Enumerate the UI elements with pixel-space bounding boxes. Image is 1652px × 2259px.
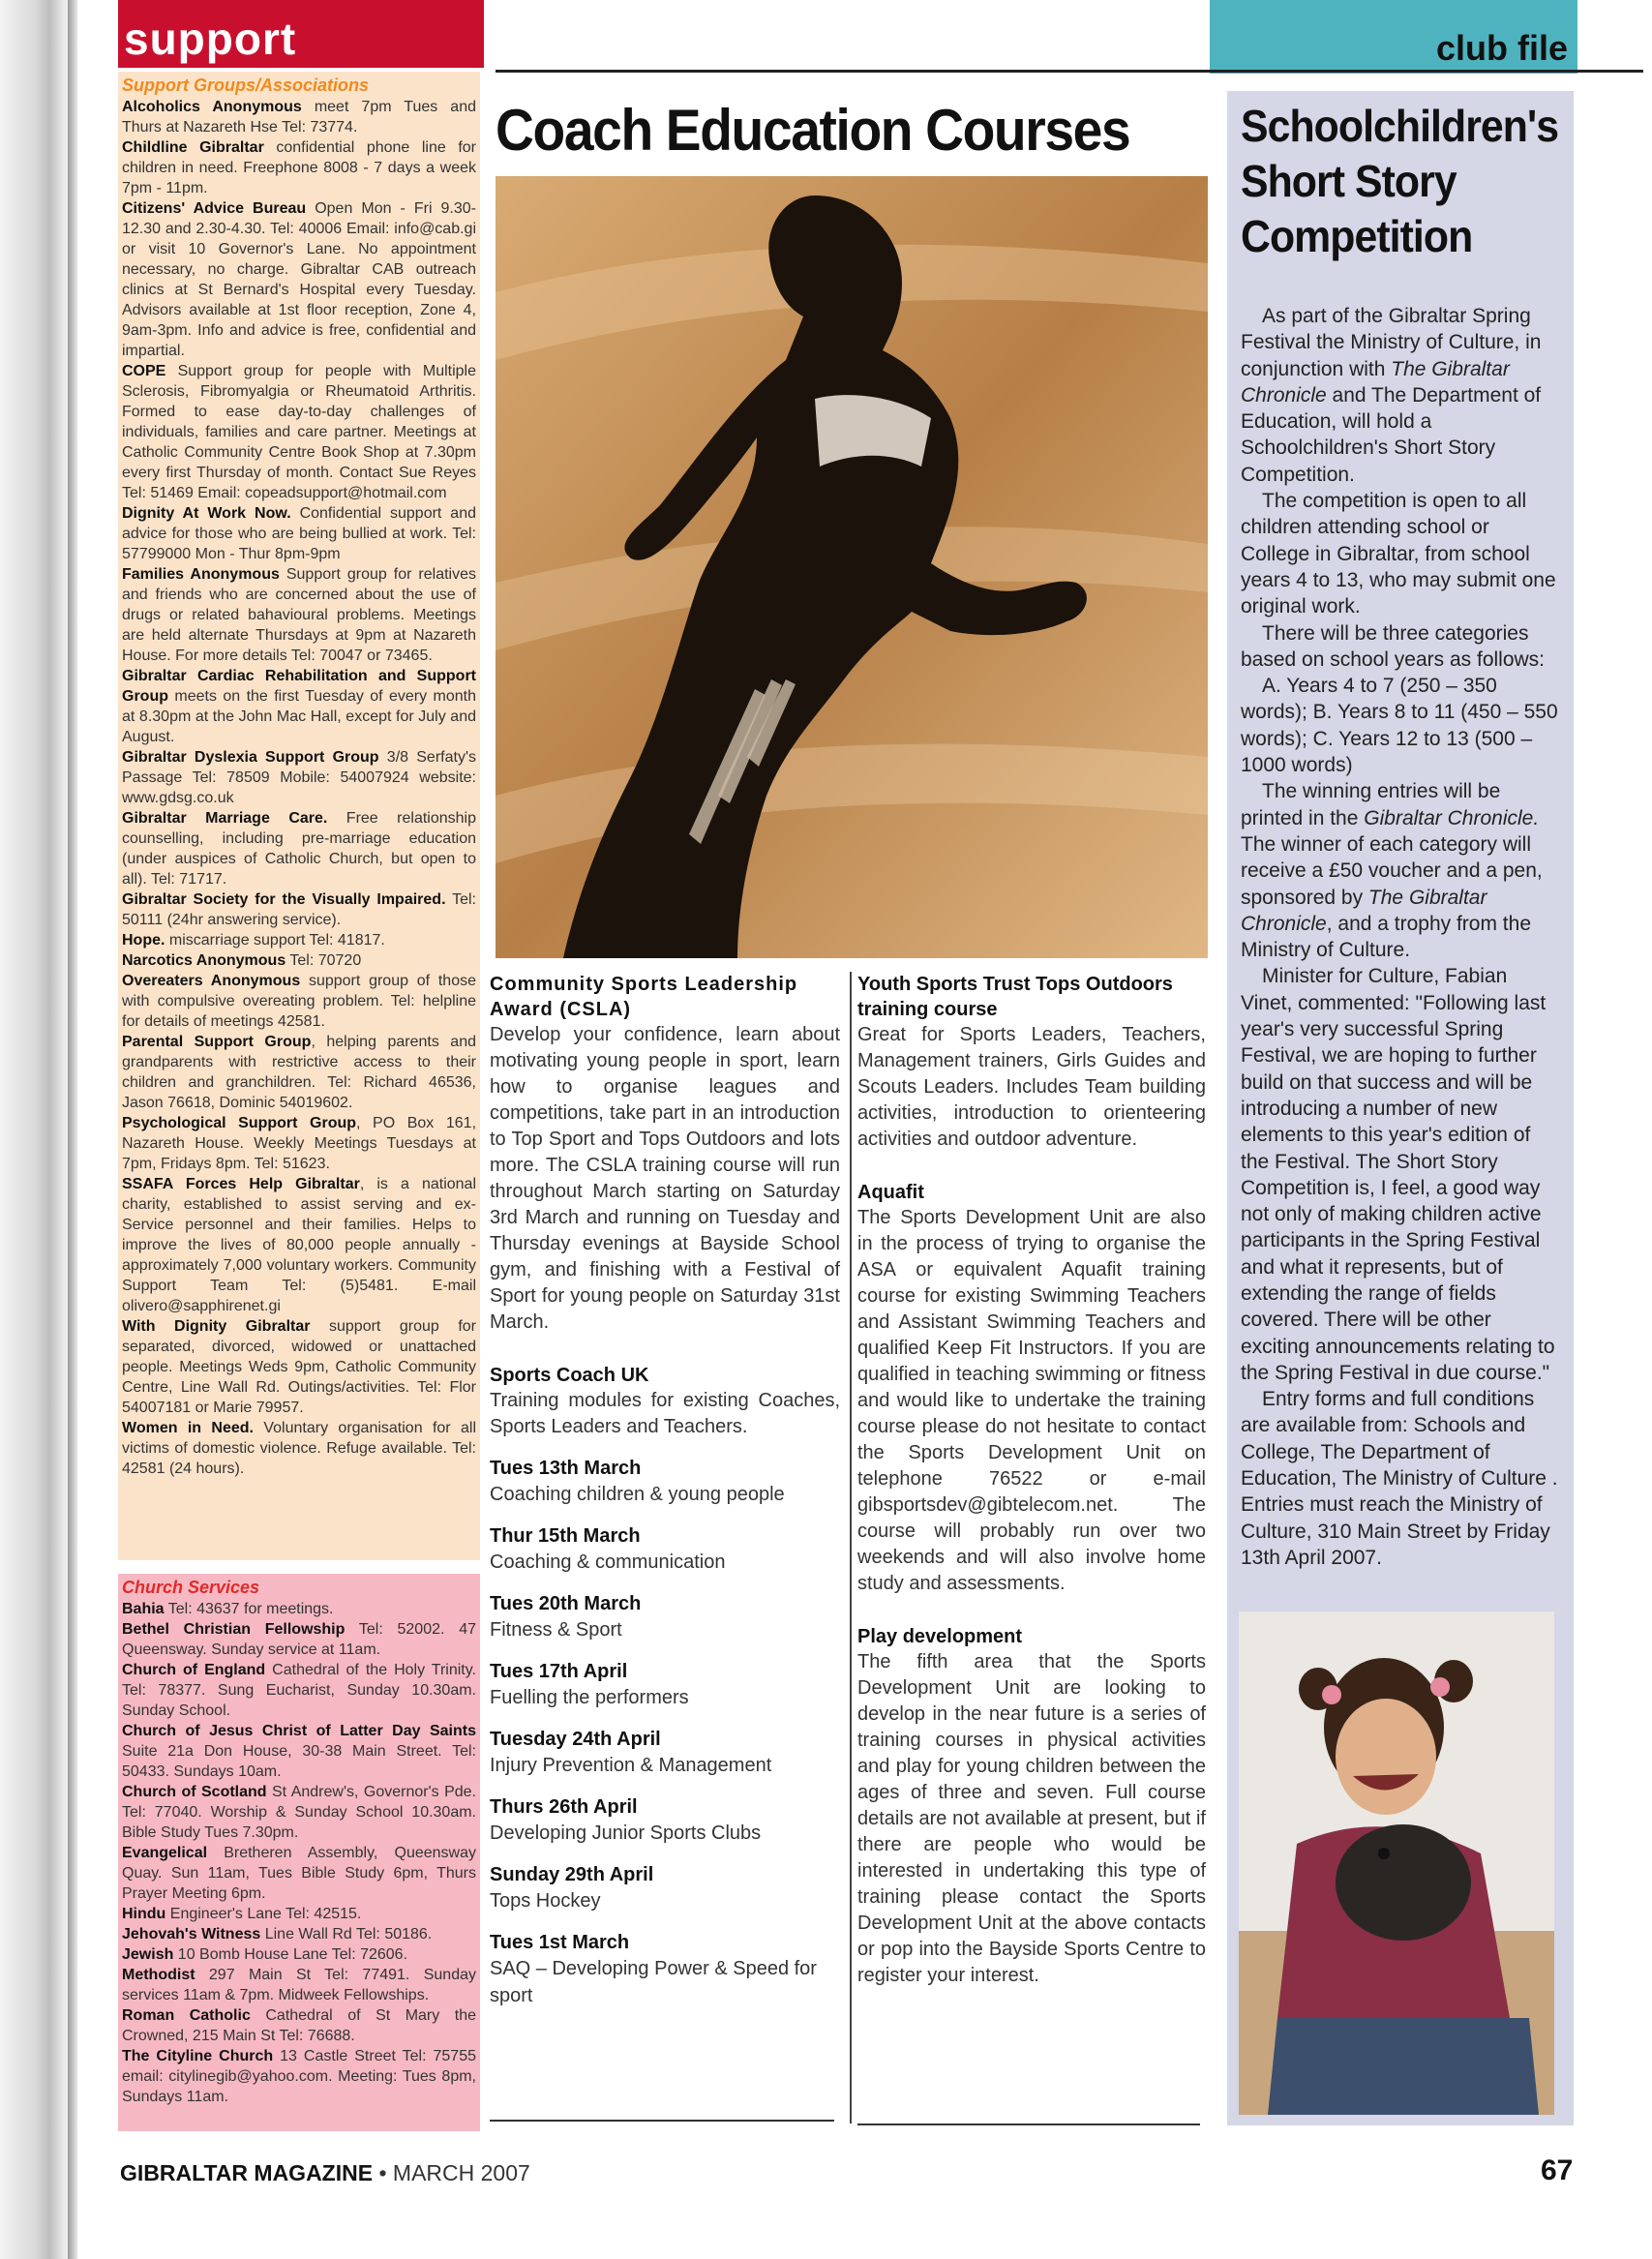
schedule-list (490, 1456, 840, 2009)
schedule-date: Tues 17th April (490, 1661, 628, 1682)
schedule-topic: Fitness & Sport (490, 1619, 622, 1641)
runner-photo (496, 176, 1208, 958)
aquafit-title: Aquafit (857, 1182, 924, 1203)
girl-with-dog-photo (1239, 1611, 1554, 2115)
support-group-entry: With Dignity Gibraltar support group for separated, divorced, widowed or unattached people. Meetings Weds 9pm, Catholic Community Centre, Line Wall Rd. Outings/activities. Tel: Flor 54007181 or Marie 79957. (122, 1318, 476, 1416)
schedule-date: Tuesday 24th April (490, 1729, 661, 1750)
schedule-topic: Fuelling the performers (490, 1687, 689, 1708)
support-group-entry: COPE Support group for people with Multiple Sclerosis, Fibromyalgia or Rheumatoid Arthritis. Formed to ease day-to-day challenges of individuals, families and care partner. Meetings at Catholic Community Centre Book Shop at 7.30pm every first Thursday of month. Contact Sue Reyes Tel: 51469 Email: copeadsupport@hotmail.com (122, 363, 476, 501)
girl-illustration (1239, 1611, 1554, 2115)
church-entry: Church of Jesus Christ of Latter Day Saints Suite 21a Don House, 30-38 Main Street. Tel: 50433. Sundays 10am. (122, 1723, 476, 1780)
sports-coach-body: Training modules for existing Coaches, Sports Leaders and Teachers. (490, 1390, 840, 1437)
schedule-topic: Injury Prevention & Management (490, 1755, 772, 1776)
schedule-item (490, 1523, 840, 1576)
column-end-rule-left (490, 2120, 834, 2122)
csla-title: Community Sports Leadership Award (CSLA) (490, 974, 798, 1020)
binding-edge (68, 0, 77, 2259)
church-entry: Evangelical Bretheren Assembly, Queensway Quay. Sun 11am, Tues Bible Study 6pm, Thurs Prayer Meeting 6pm. (122, 1845, 476, 1902)
schedule-date: Tues 1st March (490, 1932, 630, 1953)
entry-details: Entry forms and full conditions are available from: Schools and College, The Department of Education, The Ministry of Culture . Entries must reach the Ministry of Culture, 310 Main Street by Friday 13th April 2007. (1241, 1388, 1558, 1569)
schedule-item (490, 1727, 840, 1779)
support-group-entry: Parental Support Group, helping parents and grandparents with restrictive access to their children and granchildren. Tel: Richard 46536, Jason 76618, Dominic 54019602. (122, 1034, 477, 1111)
page-number: 67 (1541, 2154, 1574, 2186)
schedule-item (490, 1930, 840, 2009)
schedule-date: Tues 13th March (490, 1458, 642, 1479)
support-group-entry: Alcoholics Anonymous meet 7pm Tues and Thurs at Nazareth Hse Tel: 73774. (122, 99, 477, 136)
minister-quote: Minister for Culture, Fabian Vinet, commented: "Following last year's very successful Spring Festival, we are hoping to further build on that success and will be introducing a number of new elements to this year's edition of the Festival. The Short Story Competition is, I feel, a good way not only of making children active participants in the Spring Festival and what it represents, but of extending the range of fields covered. There will be other exciting announcements relating to the Spring Festival in due course." (1241, 965, 1555, 1384)
schedule-date: Tues 20th March (490, 1593, 642, 1614)
church-entry: Bahia Tel: 43637 for meetings. (122, 1601, 334, 1617)
support-group-entry: Psychological Support Group, PO Box 161, Nazareth House. Weekly Meetings Tuesdays at 7pm, Fridays 8pm. Tel: 51623. (122, 1115, 477, 1172)
support-group-entry: Childline Gibraltar confidential phone line for children in need. Freephone 8008 - 7 days a week 7pm - 11pm. (122, 139, 477, 196)
courses-column-left (490, 972, 840, 2009)
article-title: Coach Education Courses (496, 98, 1130, 163)
header-rule (496, 70, 1643, 73)
support-group-entry: Citizens' Advice Bureau Open Mon - Fri 9.30-12.30 and 2.30-4.30. Tel: 40006 Email: info@cab.gi or visit 10 Governor's Lane. No appointment necessary, no charge. Gibraltar CAB outreach clinics at St Bernard's Hospital every Tuesday. Advisors available at 1st floor reception, Zone 4, 9am-3pm. Info and advice is free, confidential and impartial. (122, 200, 476, 359)
csla-body: Develop your confidence, learn about motivating young people in sport, learn how to organise leagues and competitions, take part in an introduction to Top Sport and Tops Outdoors and lots more. The CSLA training course will run throughout March starting on Saturday 3rd March and running on Tuesday and Thursday evenings at Bayside School gym, and finishing with a Festival of Sport for young people on Saturday 31st March. (490, 1024, 840, 1333)
play-development-title: Play development (857, 1626, 1023, 1647)
schedule-date: Thurs 26th April (490, 1796, 638, 1818)
schedule-item (490, 1456, 840, 1508)
support-group-entry: Women in Need. Voluntary organisation for all victims of domestic violence. Refuge available. Tel: 42581 (24 hours). (122, 1420, 476, 1477)
church-entry: Bethel Christian Fellowship Tel: 52002. 47 Queensway. Sunday service at 11am. (122, 1621, 476, 1658)
schedule-item (490, 1659, 840, 1711)
church-entry: Hindu Engineer's Lane Tel: 42515. (122, 1906, 362, 1922)
schedule-topic: SAQ – Developing Power & Speed for sport (490, 1958, 817, 2006)
church-entry: Jewish 10 Bomb House Lane Tel: 72606. (122, 1946, 408, 1963)
binding-spine (0, 0, 79, 2259)
support-group-entry: Overeaters Anonymous support group of those with compulsive overeating problem. Tel: helpline for details of meetings 42581. (122, 973, 476, 1030)
schedule-date: Sunday 29th April (490, 1864, 654, 1885)
support-group-entry: Gibraltar Cardiac Rehabilitation and Support Group meets on the first Tuesday of every month at 8.30pm at the John Mac Hall, except for July and August. (122, 668, 476, 745)
church-services-heading: Church Services (122, 1578, 260, 1597)
schedule-topic: Coaching & communication (490, 1551, 726, 1573)
footer-magazine: GIBRALTAR MAGAZINE • MARCH 2007 (120, 2160, 530, 2185)
schedule-topic: Tops Hockey (490, 1890, 601, 1912)
schedule-item (490, 1862, 840, 1914)
support-groups-heading: Support Groups/Associations (122, 75, 370, 95)
support-group-entry: Gibraltar Marriage Care. Free relationship counselling, including pre-marriage education (under auspices of Catholic Church, but open to all). Tel: 71717. (122, 810, 476, 888)
column-end-rule-right (857, 2123, 1200, 2125)
support-group-entry: Dignity At Work Now. Confidential support and advice for those who are being bullied at work. Tel: 57799000 Mon - Thur 8pm-9pm (122, 505, 476, 562)
schedule-item (490, 1591, 840, 1643)
youth-sports-title: Youth Sports Trust Tops Outdoors training course (857, 974, 1173, 1020)
church-entry: The Cityline Church 13 Castle Street Tel: 75755 email: citylinegib@yahoo.com. Meeting: Tues 8pm, Sundays 11am. (122, 2048, 476, 2105)
courses-column-right (857, 972, 1206, 1989)
competition-paragraph-3: There will be three categories based on school years as follows: (1241, 621, 1546, 671)
footer-issue: MARCH 2007 (392, 2160, 530, 2185)
church-services-column (118, 1574, 480, 2131)
church-entry: Roman Catholic Cathedral of St Mary the Crowned, 215 Main St Tel: 76688. (122, 2007, 477, 2044)
support-group-entry: Narcotics Anonymous Tel: 70720 (122, 952, 362, 969)
schedule-topic: Developing Junior Sports Clubs (490, 1822, 762, 1844)
sports-coach-title: Sports Coach UK (490, 1365, 649, 1386)
church-entry: Church of Scotland St Andrew's, Governor's Pde. Tel: 77040. Worship & Sunday School 10.30am. Bible Study Tues 7.30pm. (122, 1784, 476, 1841)
competition-categories: A. Years 4 to 7 (250 – 350 words); B. Years 8 to 11 (450 – 550 words); C. Years 12 to 13 (500 – 1000 words) (1241, 675, 1558, 777)
schedule-date: Thur 15th March (490, 1525, 641, 1547)
aquafit-body: The Sports Development Unit are also in the process of trying to organise the ASA or equivalent Aquafit training course for existing Swimming Teachers and Assistant Swimming Teachers and qualified Keep Fit Instructors. If you are qualified in teaching swimming or fitness and would like to undertake the training course please do not hesitate to contact the Sports Development Unit on telephone 76522 or e-mail gibsportsdev@gibtelecom.net. The course will probably run over two weekends and will also involve home study and assessments. (857, 1207, 1206, 1594)
support-group-entry: Gibraltar Society for the Visually Impaired. Tel: 50111 (24hr answering service). (122, 891, 476, 928)
play-development-body: The fifth area that the Sports Development Unit are looking to develop in the near future is a series of training courses in physical activities and play for young children between the ages of three and seven. Full course details are not available at present, but if there are people who would be interested in undertaking this type of training please contact the Sports Development Unit at the above contacts or pop into the Bayside Sports Centre to register your interest. (857, 1651, 1206, 1986)
church-services-list (122, 1599, 476, 2107)
support-groups-column (118, 72, 480, 1560)
competition-paragraph-1: As part of the Gibraltar Spring Festival the Ministry of Culture, in conjunction with The Gibraltar Chronicle and The Department of Education, will hold a Schoolchildren's Short Story Competition. (1241, 305, 1542, 486)
support-group-entry: Hope. miscarriage support Tel: 41817. (122, 932, 385, 949)
competition-paragraph-5: The winning entries will be printed in the Gibraltar Chronicle. The winner of each category will receive a £50 voucher and a pen, sponsored by The Gibraltar Chronicle, and a trophy from the Ministry of Culture. (1241, 780, 1543, 962)
runner-silhouette (496, 176, 1208, 958)
support-group-entry: Gibraltar Dyslexia Support Group 3/8 Serfaty's Passage Tel: 78509 Mobile: 54007924 website: www.gdsg.co.uk (122, 749, 477, 806)
schedule-item (490, 1794, 840, 1847)
competition-title: Schoolchildren's Short Story Competition (1241, 101, 1559, 261)
schedule-topic: Coaching children & young people (490, 1484, 785, 1505)
support-group-entry: SSAFA Forces Help Gibraltar, is a national charity, established to assist serving and ex-Service personnel and their families. Helps to improve the lives of 80,000 people annually - approximately 7,000 voluntary workers. Community Support Team Tel: (5)5481. E-mail olivero@sapphirenet.gi (122, 1176, 476, 1314)
support-groups-list (122, 97, 476, 1479)
column-divider (850, 972, 852, 2123)
support-group-entry: Families Anonymous Support group for relatives and friends who are concerned about the use of drugs or related bahavioural problems. Meetings are held alternate Thursdays at 9pm at Nazareth House. For more details Tel: 70047 or 73465. (122, 566, 477, 664)
youth-sports-body: Great for Sports Leaders, Teachers, Management trainers, Girls Guides and Scouts Leaders. Includes Team building activities, introduction to orienteering activities and outdoor adventure. (857, 1024, 1206, 1150)
section-tab-club-file: club file (1210, 0, 1577, 74)
church-entry: Methodist 297 Main St Tel: 77491. Sunday services 11am & 7pm. Midweek Fellowships. (122, 1967, 476, 2003)
section-tab-support: support (118, 0, 484, 68)
church-entry: Jehovah's Witness Line Wall Rd Tel: 50186. (122, 1926, 433, 1943)
church-entry: Church of England Cathedral of the Holy Trinity. Tel: 78377. Sung Eucharist, Sunday 10.30am. Sunday School. (122, 1662, 477, 1719)
competition-paragraph-2: The competition is open to all children attending school or College in Gibraltar, from school years 4 to 13, who may submit one original work. (1241, 490, 1556, 618)
